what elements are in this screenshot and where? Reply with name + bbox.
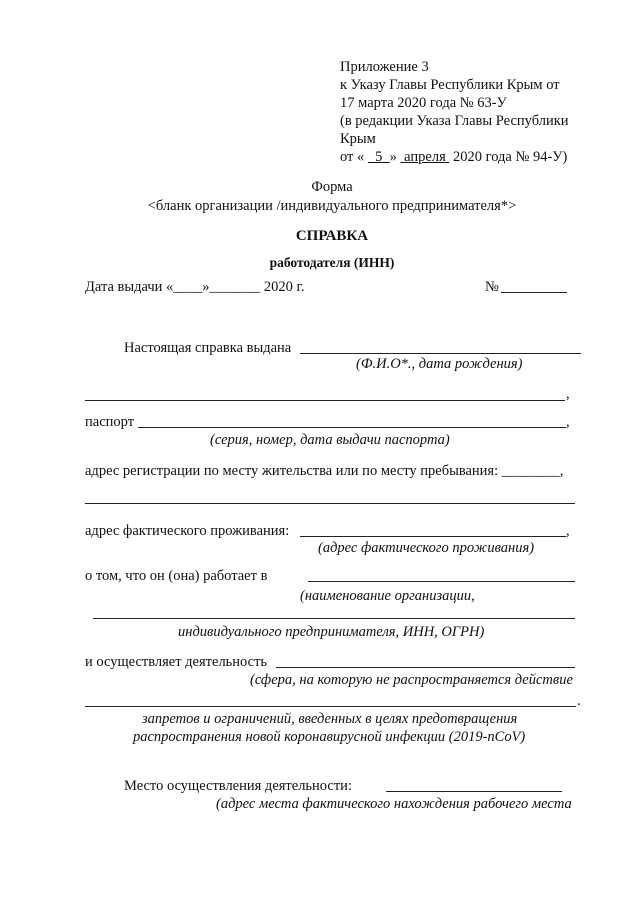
workplace-label: Место осуществления деятельности: <box>124 778 352 794</box>
registration-label: адрес регистрации по месту жительства или по месту пребывания: ________, <box>85 463 564 479</box>
issued-to-label: Настоящая справка выдана <box>124 340 292 356</box>
issue-number-label: № <box>485 279 499 295</box>
works-at-hint-2: индивидуального предпринимателя, ИНН, ОГРН) <box>178 624 485 640</box>
activity-label: и осуществляет деятельность <box>85 654 268 670</box>
registration-line <box>85 503 575 504</box>
works-at-line <box>308 581 575 582</box>
edition-date-mid: » <box>389 149 397 165</box>
document-subtitle: работодателя (ИНН) <box>269 255 395 270</box>
issued-to-line <box>300 353 581 354</box>
form-label: Форма <box>311 179 353 195</box>
issue-date-field: Дата выдачи «____»_______ 2020 г. <box>85 279 305 295</box>
actual-address-label: адрес фактического проживания: <box>85 523 290 539</box>
passport-label: паспорт <box>85 414 135 430</box>
activity-line-2 <box>85 706 576 707</box>
appendix-decree: к Указу Главы Республики Крым от <box>340 77 560 93</box>
works-at-label: о том, что он (она) работает в <box>85 568 268 584</box>
edition-date-month: апреля <box>404 149 446 165</box>
actual-address-hint: (адрес фактического проживания) <box>318 540 535 556</box>
activity-hint-1: (сфера, на которую не распространяется действие <box>250 672 573 688</box>
activity-hint-2: запретов и ограничений, введенных в целях предотвращения <box>142 711 518 727</box>
comma-1: , <box>566 386 570 402</box>
appendix-decree-date: 17 марта 2020 года № 63-У <box>340 95 507 111</box>
issued-to-hint: (Ф.И.О*., дата рождения) <box>356 356 523 372</box>
edition-date-day: 5 <box>375 149 383 165</box>
workplace-line <box>386 791 562 792</box>
comma-3: , <box>566 523 570 539</box>
form-blank-placeholder: <бланк организации /индивидуального предпринимателя*> <box>147 198 517 214</box>
workplace-hint: (адрес места фактического нахождения рабочего места <box>216 796 572 812</box>
issue-number-line <box>501 292 567 293</box>
works-at-line-2 <box>93 618 575 619</box>
period: . <box>577 693 581 709</box>
appendix-edition-date <box>340 148 567 166</box>
appendix-number: Приложение 3 <box>340 59 429 75</box>
appendix-edition: (в редакции Указа Главы Республики <box>340 113 569 129</box>
edition-date-suffix: 2020 года № 94-У) <box>453 149 568 165</box>
activity-hint-3: распространения новой коронавирусной инфекции (2019-nCoV) <box>133 729 526 745</box>
passport-hint: (серия, номер, дата выдачи паспорта) <box>210 432 450 448</box>
actual-address-line <box>300 536 566 537</box>
comma-2: , <box>566 414 570 430</box>
document-title: СПРАВКА <box>295 228 369 244</box>
issued-to-line-2 <box>85 400 565 401</box>
edition-date-prefix: от « <box>340 149 365 165</box>
appendix-edition-region: Крым <box>340 131 376 147</box>
works-at-hint-1: (наименование организации, <box>300 588 475 604</box>
passport-line <box>138 427 566 428</box>
activity-line <box>276 667 575 668</box>
